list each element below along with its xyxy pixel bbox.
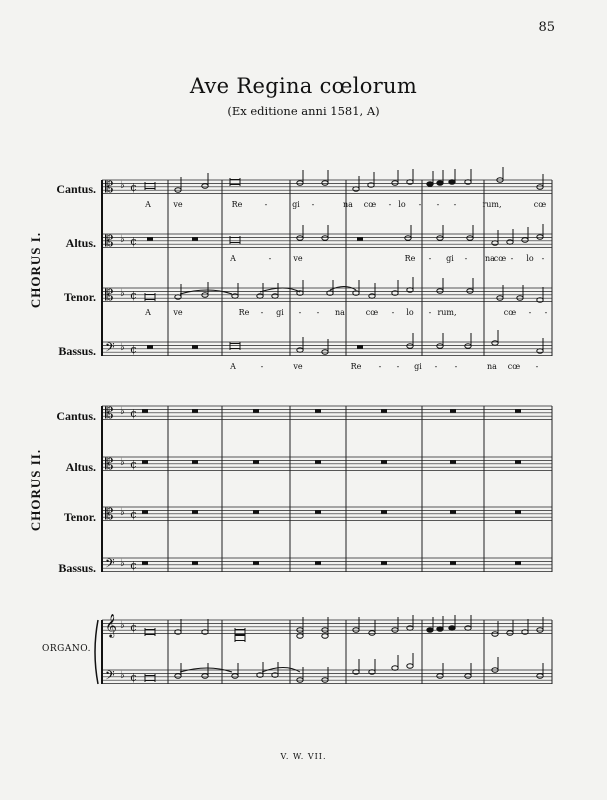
whole-rest [515,510,521,513]
page-subtitle: (Ex editione anni 1581, A) [227,104,380,118]
note [449,180,455,185]
note [467,236,473,241]
whole-rest [381,561,387,564]
note [407,664,413,669]
voice-label-tenor-2: Tenor. [63,510,96,524]
clef-icon: 𝄢 [105,340,115,358]
whole-rest [192,409,198,412]
whole-rest [253,510,259,513]
lyric-syllable: na [335,308,345,317]
note [437,181,443,186]
time-signature: ¢ [130,671,137,684]
lyric-syllable: - [544,308,548,317]
flat-icon: ♭ [120,457,125,468]
note [437,236,443,241]
rest [357,345,363,348]
note [507,240,513,245]
lyric-syllable: na [487,362,497,371]
note [392,666,398,671]
lyric-syllable: A [230,254,236,263]
lyric-syllable: rum, [437,308,457,317]
whole-rest [253,409,259,412]
voice-label-altus-1: Altus. [65,236,96,250]
clef-icon: 𝄡 [105,232,114,250]
lyric-syllable: - [388,200,392,209]
note [202,674,208,679]
note [537,349,543,354]
lyric-syllable: - [316,308,320,317]
note [297,181,303,186]
note [407,626,413,631]
lyric-syllable: - [264,200,268,209]
lyric-syllable: ve [173,308,183,317]
whole-rest [142,561,148,564]
note [232,674,238,679]
flat-icon: ♭ [120,620,125,631]
lyric-syllable: gi [292,200,300,209]
footer-signature: V. W. VII. [280,752,327,761]
note [465,674,471,679]
lyric-syllable: A [230,362,236,371]
lyric-syllable: - [453,200,457,209]
lyric-syllable: - [428,254,432,263]
organ-label: ORGANO. [42,644,91,654]
clef-icon: 𝄢 [105,668,115,686]
whole-rest [450,561,456,564]
whole-rest [253,561,259,564]
clef-icon: 𝄡 [105,178,114,196]
clef-icon: 𝄞 [105,613,117,637]
slur [180,290,232,294]
lyric-syllable: - [378,362,382,371]
flat-icon: ♭ [120,670,125,681]
flat-icon: ♭ [120,288,125,299]
whole-rest [450,510,456,513]
lyric-syllable: A [145,200,151,209]
whole-rest [192,460,198,463]
lyric-syllable: - [298,308,302,317]
lyric-syllable: - [396,362,400,371]
lyric-syllable: cœ [493,254,507,263]
whole-rest [381,460,387,463]
note [407,344,413,349]
rest [147,345,153,348]
flat-icon: ♭ [120,558,125,569]
rest [192,237,198,240]
note [437,344,443,349]
lyric-syllable: ve [173,200,183,209]
note [492,341,498,346]
note [522,238,528,243]
breve-note [145,295,155,300]
whole-rest [142,409,148,412]
clef-icon: 𝄡 [105,286,114,304]
flat-icon: ♭ [120,180,125,191]
whole-rest [192,561,198,564]
lyric-syllable: cœ [365,308,379,317]
lyric-syllable: cœ [507,362,521,371]
lyric-syllable: na [343,200,353,209]
note [465,344,471,349]
lyric-syllable: ve [293,362,303,371]
note [297,634,303,639]
note [175,674,181,679]
time-signature: ¢ [130,407,137,420]
note [437,627,443,632]
note [507,631,513,636]
note [437,289,443,294]
lyric-syllable: lo [398,200,406,209]
lyric-syllable: - [454,362,458,371]
lyric-syllable: rum, [482,200,502,209]
whole-rest [315,510,321,513]
note [297,348,303,353]
lyric-syllable: ve [293,254,303,263]
time-signature: ¢ [130,508,137,521]
note [202,184,208,189]
whole-rest [253,460,259,463]
lyric-syllable: Re [231,200,243,209]
voice-label-bassus-1: Bassus. [58,344,96,358]
whole-rest [192,510,198,513]
lyric-syllable: - [434,362,438,371]
note [369,294,375,299]
lyric-syllable: - [268,254,272,263]
whole-rest [515,561,521,564]
lyric-syllable: gi [446,254,454,263]
lyric-syllable: cœ [363,200,377,209]
flat-icon: ♭ [120,406,125,417]
breve-note [145,676,155,681]
note [297,236,303,241]
chorus-2-label: CHORUS II. [28,448,43,532]
lyric-syllable: cœ [503,308,517,317]
note [232,294,238,299]
note [322,634,328,639]
note [537,674,543,679]
whole-rest [142,510,148,513]
note [465,626,471,631]
breve-note [235,636,245,641]
whole-rest [315,561,321,564]
lyric-syllable: - [391,308,395,317]
lyric-syllable: cœ [533,200,547,209]
time-signature: ¢ [130,181,137,194]
whole-rest [515,460,521,463]
whole-rest [142,460,148,463]
lyric-syllable: - [311,200,315,209]
note [492,632,498,637]
note [322,236,328,241]
note [405,236,411,241]
lyric-syllable: - [535,362,539,371]
chorus-1-label: CHORUS I. [28,231,43,309]
note [427,628,433,633]
clef-icon: 𝄢 [105,556,115,574]
note [369,631,375,636]
time-signature: ¢ [130,289,137,302]
lyric-syllable: lo [406,308,414,317]
whole-rest [315,409,321,412]
note [257,294,263,299]
lyric-syllable: - [260,362,264,371]
note [392,181,398,186]
voice-label-cantus-1: Cantus. [56,182,96,196]
barlines [95,180,552,684]
note [427,182,433,187]
whole-rest [450,409,456,412]
clef-icon: 𝄡 [105,455,114,473]
note [467,289,473,294]
clef-icon: 𝄡 [105,505,114,523]
breve-note [230,344,240,349]
lyric-syllable: - [428,308,432,317]
lyric-syllable: Re [350,362,362,371]
lyric-syllable: Re [404,254,416,263]
flat-icon: ♭ [120,234,125,245]
note [437,674,443,679]
lyric-syllable: gi [276,308,284,317]
lyric-syllable: na [485,254,495,263]
note [353,187,359,192]
lyric-syllable: - [418,200,422,209]
organ-brace [95,620,98,684]
rest [147,237,153,240]
note [492,241,498,246]
lyric-syllable: - [260,308,264,317]
whole-rest [381,409,387,412]
lyric-syllable: - [541,254,545,263]
lyric-syllable: - [464,254,468,263]
voice-label-altus-2: Altus. [65,460,96,474]
lyric-syllable: - [510,254,514,263]
lyric-syllable: lo [526,254,534,263]
note [537,235,543,240]
whole-rest [381,510,387,513]
breve-note [145,184,155,189]
lyric-syllable: gi [414,362,422,371]
time-signature: ¢ [130,343,137,356]
rest [192,345,198,348]
time-signature: ¢ [130,621,137,634]
flat-icon: ♭ [120,507,125,518]
voice-label-bassus-2: Bassus. [58,561,96,575]
lyrics [105,178,548,686]
clef-icon: 𝄡 [105,404,114,422]
note [322,181,328,186]
lyric-syllable: A [145,308,151,317]
time-signature: ¢ [130,235,137,248]
rest [357,237,363,240]
note [175,295,181,300]
time-signature: ¢ [130,559,137,572]
whole-rest [315,460,321,463]
whole-rest [515,409,521,412]
whole-rest [450,460,456,463]
flat-icon: ♭ [120,342,125,353]
note [272,294,278,299]
page-number: 85 [538,20,555,35]
voice-label-tenor-1: Tenor. [63,290,96,304]
lyric-syllable: - [528,308,532,317]
breve-note [230,238,240,243]
lyric-syllable: Re [238,308,250,317]
voice-label-cantus-2: Cantus. [56,409,96,423]
time-signature: ¢ [130,458,137,471]
page-title: Ave Regina cœlorum [189,74,418,98]
note [449,626,455,631]
lyric-syllable: - [436,200,440,209]
